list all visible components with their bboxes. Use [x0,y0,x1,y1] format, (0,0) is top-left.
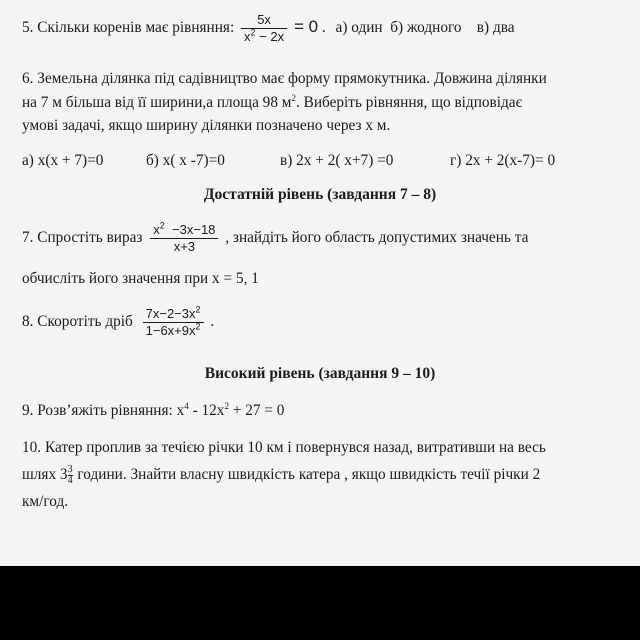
q8-tail: . [210,313,215,331]
q9-exponent-2: 2 [224,400,229,411]
q7-tail: , знайдіть його область допустимих значень та [225,229,529,247]
q5-options: а) один б) жодного в) два [335,19,515,37]
q6-area-exponent: 2 [291,92,296,103]
q7-num-exponent: 2 [159,220,165,231]
q6-option-c: в) 2x + 2( x+7) =0 [280,152,394,169]
q10-line-1: 10. Катер проплив за течією річки 10 км і повернувся назад, витративши на весь [22,439,546,456]
q5-den-exponent: 2 [250,27,256,38]
q7-line-2: обчисліть його значення при x = 5, 1 [22,270,259,287]
q7-num-base: x [153,222,160,237]
q10-mixed-denominator: 4 [67,474,73,486]
q7-num-rest: −3x−18 [164,222,216,237]
q8-den-exponent: 2 [195,321,201,332]
q6-line-2-start: на 7 м більша від її ширини,а площа 98 м [22,94,292,111]
q10-mixed-fraction [68,465,73,486]
q7-fraction [150,222,218,255]
q8-num-exponent: 2 [195,304,201,315]
q5-den-rest: − 2x [255,29,285,44]
q7-fraction-numerator [150,222,218,238]
question-8 [22,306,628,339]
q6-option-d: г) 2x + 2(x-7)= 0 [450,152,556,169]
q5-text: 5. Скільки коренів має рівняння: [22,19,235,37]
question-7 [22,222,628,255]
q5-equals: = 0 [293,17,319,37]
q5-den-base: x [244,29,251,44]
q7-text: 7. Спростіть вираз [22,229,143,247]
q10-line-2-end: години. Знайти власну швидкість катера , якщо швидкість течії річки 2 [73,466,541,483]
q9-exponent-4: 4 [184,400,189,411]
q9-text-b: - 12x [188,402,225,419]
q5-fraction [241,12,287,45]
q9-text-a: 9. Розв’яжіть рівняння: x [22,402,185,419]
q6-line-2 [22,92,628,113]
q8-fraction-denominator [143,322,204,339]
q5-fraction-denominator [241,28,287,45]
q8-fraction [143,306,204,339]
q10-line-3: км/год. [22,493,69,510]
q9-text-c: + 27 = 0 [228,402,285,419]
q8-den-base: 1−6x+9x [145,323,196,338]
heading-high-level: Високий рівень (завдання 9 – 10) [204,365,436,382]
q6-option-b: б) x( x -7)=0 [146,152,225,169]
question-5 [22,12,628,45]
q6-line-2-end: . Виберіть рівняння, що відповідає [296,94,523,111]
q10-line-2 [22,464,628,486]
q5-fraction-numerator: 5x [257,12,271,27]
q8-text: 8. Скоротіть дріб [22,313,133,331]
q7-fraction-denominator: x+3 [150,238,218,255]
q8-fraction-numerator [143,306,204,322]
heading-sufficient-level: Достатній рівень (завдання 7 – 8) [203,186,437,203]
q5-dot: . [321,19,326,37]
question-9 [22,400,628,421]
q6-line-1: 6. Земельна ділянка під садівництво має форму прямокутника. Довжина ділянки [22,70,547,87]
q10-mixed-numerator: 3 [67,463,73,475]
q6-option-a: а) x(x + 7)=0 [22,152,104,169]
q10-line-2-start: шлях 3 [22,466,68,483]
q8-num-base: 7x−2−3x [145,306,196,321]
q6-line-3: умові задачі, якщо ширину ділянки позначено через х м. [22,117,391,134]
